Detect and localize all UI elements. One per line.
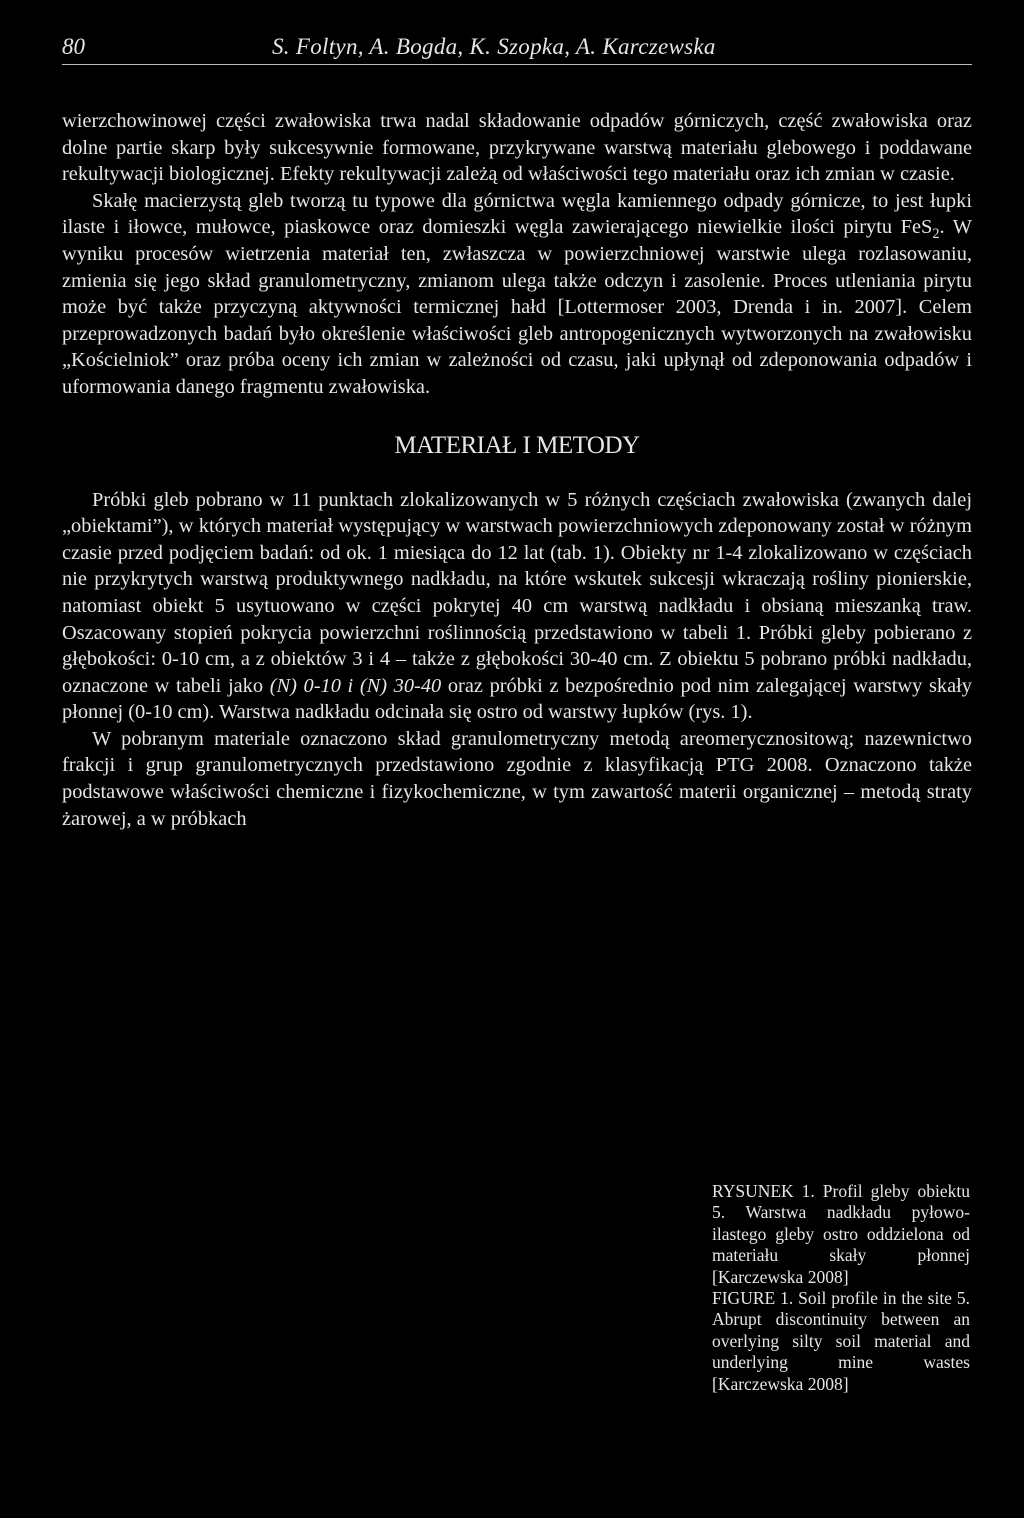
- paragraph-4: W pobranym materiale oznaczono skład granulometryczny metodą areomerycznositową; nazewnictwo frakcji i grup granulometrycznych przedstawiono zgodnie z klasyfikacją PTG 2008. Oznaczono także podstawowe właściwości chemiczne i fizykochemiczne, w tym zawartość materii organicznej – metodą straty żarowej, a w próbkach: [62, 727, 972, 830]
- paragraph-2-text-b: . W wyniku procesów wietrzenia materiał ten, zwłaszcza w powierzchniowej warstwie ulega rozlasowaniu, zmienia się jego skład granulometryczny, zmianom ulega także odczyn i zasolenie. Proces utleniania pirytu może być także przyczyną aktywności termicznej hałd [Lottermoser 2003, Drenda i in. 2007]. Celem przeprowadzonych badań było określenie właściwości gleb antropogenicznych wytworzonych na zwałowisku „Kościelniok” oraz próba oceny ich zmian w zależności od czasu, jaki upłynął od zdeponowania odpadów i uformowania danego fragmentu zwałowiska.: [62, 216, 973, 398]
- paragraph-2: [62, 188, 972, 401]
- paragraph-3-italic: (N) 0-10 i (N) 30-40: [269, 674, 442, 697]
- figure-caption-polish: RYSUNEK 1. Profil gleby obiektu 5. Warstwa nadkładu pyłowo-ilastego gleby ostro oddzielona od materiału skały płonnej [Karczewska 2008]: [712, 1181, 970, 1287]
- page-header: [62, 30, 972, 65]
- figure-caption-english: FIGURE 1. Soil profile in the site 5. Abrupt discontinuity between an overlying silty soil material and underlying mine wastes [Karczewska 2008]: [712, 1288, 970, 1394]
- figure-caption: [712, 1181, 970, 1395]
- paragraph-3-text-a: Próbki gleb pobrano w 11 punktach zlokalizowanych w 5 różnych częściach zwałowiska (zwanych dalej „obiektami”), w których materiał występujący w warstwach powierzchniowych zdeponowany został w różnym czasie przed podjęciem badań: od ok. 1 miesiąca do 12 lat (tab. 1). Obiekty nr 1-4 zlokalizowano w częściach nie przykrytych warstwą produktywnego nadkładu, na które wskutek sukcesji wkraczają rośliny pionierskie, natomiast obiekt 5 usytuowano w części pokrytej 40 cm warstwą nadkładu i obsianą mieszanką traw. Oszacowany stopień pokrycia powierzchni roślinnością przedstawiono w tabeli 1. Próbki gleby pobierano z głębokości: 0-10 cm, a z obiektów 3 i 4 – także z głębokości 30-40 cm. Z obiektu 5 pobrano próbki nadkładu, oznaczone w tabeli jako: [62, 488, 972, 697]
- page-number: 80: [62, 34, 85, 59]
- running-head-authors: S. Foltyn, A. Bogda, K. Szopka, A. Karczewska: [272, 34, 716, 59]
- paragraph-1: wierzchowinowej części zwałowiska trwa nadal składowanie odpadów górniczych, część zwałowiska oraz dolne partie skarp były sukcesywnie formowane, przykrywane warstwą materiału glebowego i poddawane rekultywacji biologicznej. Efekty rekultywacji zależą od właściwości tego materiału oraz ich zmian w czasie.: [62, 110, 972, 186]
- main-text: [62, 108, 972, 832]
- paragraph-3: [62, 487, 972, 726]
- subscript-2: 2: [932, 226, 940, 243]
- section-heading: MATERIAŁ I METODY: [394, 431, 640, 459]
- paragraph-3-text-b: oraz próbki z bezpośrednio pod nim zalegającej warstwy skały płonnej (0-10 cm). Warstwa nadkładu odcinała się ostro od warstwy łupków (rys. 1).: [62, 674, 972, 724]
- paragraph-2-text-a: Skałę macierzystą gleb tworzą tu typowe dla górnictwa węgla kamiennego odpady górnicze, to jest łupki ilaste i iłowce, mułowce, piaskowce oraz domieszki węgla zawierającego niewielkie ilości pirytu FeS: [62, 189, 972, 239]
